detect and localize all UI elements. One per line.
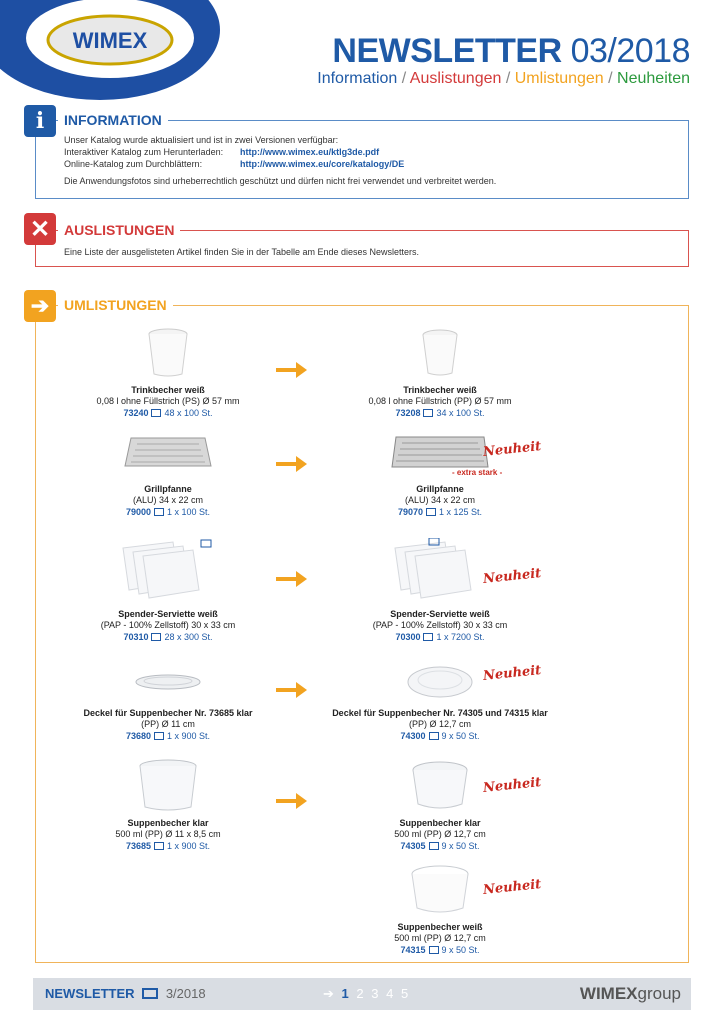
page-link-3[interactable]: 3 xyxy=(371,986,381,1001)
product-code: 73680 xyxy=(125,731,151,741)
box-icon xyxy=(423,633,433,641)
product-desc: 500 ml (PP) Ø 12,7 cm xyxy=(394,933,486,943)
product-qty: 1 x 900 St. xyxy=(167,841,211,851)
box-icon xyxy=(426,508,436,516)
product-desc: 500 ml (PP) Ø 11 x 8,5 cm xyxy=(115,829,221,839)
footer-issue: 3/2018 xyxy=(165,986,206,1001)
catalog-download-link[interactable]: http://www.wimex.eu/ktlg3de.pdf xyxy=(240,147,380,157)
logo-text: WIMEX xyxy=(72,28,148,53)
product-qty: 9 x 50 St. xyxy=(441,945,480,955)
box-icon xyxy=(154,842,164,850)
box-icon xyxy=(151,409,161,417)
wimex-logo xyxy=(0,0,220,100)
product-code: 73240 xyxy=(123,408,149,418)
auslistungen-text: Eine Liste der ausgelisteten Artikel finden Sie in der Tabelle am Ende dieses Newsletters. xyxy=(64,247,420,257)
footer-title xyxy=(45,986,206,1001)
product-desc: (ALU) 34 x 22 cm xyxy=(132,495,204,505)
product-new xyxy=(300,424,580,518)
product-code: 74315 xyxy=(400,945,426,955)
cup-image xyxy=(420,329,460,377)
umlistungen-title: UMLISTUNGEN xyxy=(58,296,173,314)
product-old xyxy=(28,325,308,419)
product-qty: 34 x 100 St. xyxy=(436,408,485,418)
extra-strong-label: - extra stark - xyxy=(452,468,503,477)
product-old xyxy=(28,424,308,518)
product-desc: (PP) Ø 11 cm xyxy=(141,719,195,729)
product-qty: 48 x 100 St. xyxy=(164,408,213,418)
page-subtitle xyxy=(317,70,690,88)
soup-cup-image xyxy=(410,760,470,812)
product-old xyxy=(28,758,308,852)
napkin-image xyxy=(385,538,495,602)
new-badge: Neuheit xyxy=(482,565,542,588)
product-name: Trinkbecher weiß xyxy=(403,385,477,395)
product-name: Deckel für Suppenbecher Nr. 74305 und 74315 klar xyxy=(332,708,548,718)
information-section xyxy=(35,108,689,199)
info-label: Online-Katalog zum Durchblättern: xyxy=(64,159,203,169)
product-name: Grillpfanne xyxy=(144,484,192,494)
product-code: 73685 xyxy=(125,841,151,851)
page-link-2[interactable]: 2 xyxy=(356,986,366,1001)
box-icon xyxy=(154,508,164,516)
product-qty: 1 x 7200 St. xyxy=(436,632,485,642)
product-new xyxy=(300,758,580,852)
product-name: Grillpfanne xyxy=(416,484,464,494)
product-new xyxy=(300,535,580,643)
info-line: Unser Katalog wurde aktualisiert und ist in zwei Versionen verfügbar: xyxy=(64,135,339,145)
product-name: Suppenbecher weiß xyxy=(397,922,483,932)
subtitle-auslistungen: Auslistungen xyxy=(409,70,502,87)
product-new xyxy=(300,325,580,419)
info-label: Interaktiver Katalog zum Herunterladen: xyxy=(64,147,224,157)
product-qty: 9 x 50 St. xyxy=(441,731,480,741)
product-desc: (PAP - 100% Zellstoff) 30 x 33 cm xyxy=(100,620,236,630)
product-name: Suppenbecher klar xyxy=(127,818,209,828)
grill-pan-image xyxy=(390,431,490,473)
product-desc: (PP) Ø 12,7 cm xyxy=(408,719,471,729)
subtitle-neuheiten: Neuheiten xyxy=(617,70,690,87)
product-qty: 1 x 100 St. xyxy=(167,507,211,517)
auslistungen-title: AUSLISTUNGEN xyxy=(58,221,180,239)
catalog-online-link[interactable]: http://www.wimex.eu/core/katalogy/DE xyxy=(240,159,405,169)
brand-rest: group xyxy=(637,984,681,1003)
box-icon xyxy=(154,732,164,740)
page-footer xyxy=(33,978,691,1010)
product-name: Suppenbecher klar xyxy=(399,818,481,828)
product-code: 70310 xyxy=(123,632,149,642)
box-icon xyxy=(429,842,439,850)
box-icon xyxy=(429,946,439,954)
arrow-right-icon: ➔ xyxy=(24,290,56,322)
brand-bold: WIMEX xyxy=(579,984,638,1003)
product-desc: 0,08 l ohne Füllstrich (PP) Ø 57 mm xyxy=(368,396,512,406)
product-old xyxy=(28,660,308,742)
subtitle-sep: / xyxy=(505,70,511,87)
new-badge: Neuheit xyxy=(482,662,542,685)
product-desc: 0,08 l ohne Füllstrich (PS) Ø 57 mm xyxy=(96,396,240,406)
product-desc: (PAP - 100% Zellstoff) 30 x 33 cm xyxy=(372,620,508,630)
napkin-image xyxy=(113,538,223,602)
subtitle-umlistungen: Umlistungen xyxy=(514,70,604,87)
page-navigation xyxy=(323,986,410,1002)
product-name: Deckel für Suppenbecher Nr. 73685 klar xyxy=(83,708,253,718)
product-name: Spender-Serviette weiß xyxy=(118,609,218,619)
product-desc: 500 ml (PP) Ø 12,7 cm xyxy=(394,829,486,839)
product-code: 70300 xyxy=(395,632,421,642)
new-badge: Neuheit xyxy=(482,774,542,797)
lid-image xyxy=(405,664,475,700)
product-code: 79000 xyxy=(125,507,151,517)
soup-cup-image xyxy=(137,759,199,813)
information-body xyxy=(64,134,496,187)
product-old xyxy=(28,535,308,643)
product-new xyxy=(300,862,580,956)
product-desc: (ALU) 34 x 22 cm xyxy=(404,495,476,505)
product-new xyxy=(300,660,580,742)
subtitle-sep: / xyxy=(608,70,613,87)
info-icon: i xyxy=(24,105,56,137)
footer-brand xyxy=(580,984,681,1004)
box-icon xyxy=(151,633,161,641)
subtitle-sep: / xyxy=(401,70,407,87)
product-code: 79070 xyxy=(397,507,423,517)
page-arrow-icon: ➔ xyxy=(323,986,336,1001)
grill-pan-image xyxy=(123,432,213,472)
title-issue: 03/2018 xyxy=(570,32,690,70)
page-link-4[interactable]: 4 xyxy=(386,986,396,1001)
product-qty: 28 x 300 St. xyxy=(164,632,213,642)
subtitle-information: Information xyxy=(317,70,398,87)
product-qty: 1 x 125 St. xyxy=(439,507,483,517)
new-badge: Neuheit xyxy=(482,438,542,461)
footer-label: NEWSLETTER xyxy=(45,986,135,1001)
information-title: INFORMATION xyxy=(58,111,168,129)
page-title xyxy=(332,32,690,71)
info-line: Die Anwendungsfotos sind urheberrechtlich geschützt und dürfen nicht frei verwendet und verbreitet werden. xyxy=(64,176,497,186)
product-code: 73208 xyxy=(395,408,421,418)
product-code: 74305 xyxy=(400,841,426,851)
box-icon xyxy=(423,409,433,417)
page-link-5[interactable]: 5 xyxy=(400,986,411,1001)
auslistungen-section xyxy=(29,215,689,267)
box-icon xyxy=(429,732,439,740)
lid-image xyxy=(133,672,203,692)
cup-image xyxy=(146,328,190,378)
product-qty: 9 x 50 St. xyxy=(441,841,480,851)
close-icon: ✕ xyxy=(24,213,56,245)
product-qty: 1 x 900 St. xyxy=(167,731,211,741)
envelope-icon xyxy=(142,988,158,999)
product-name: Trinkbecher weiß xyxy=(131,385,205,395)
soup-cup-image xyxy=(409,864,471,916)
new-badge: Neuheit xyxy=(482,876,542,899)
product-name: Spender-Serviette weiß xyxy=(390,609,490,619)
page-link-1[interactable]: 1 xyxy=(341,986,351,1001)
title-word: NEWSLETTER xyxy=(332,32,562,70)
product-code: 74300 xyxy=(400,731,426,741)
